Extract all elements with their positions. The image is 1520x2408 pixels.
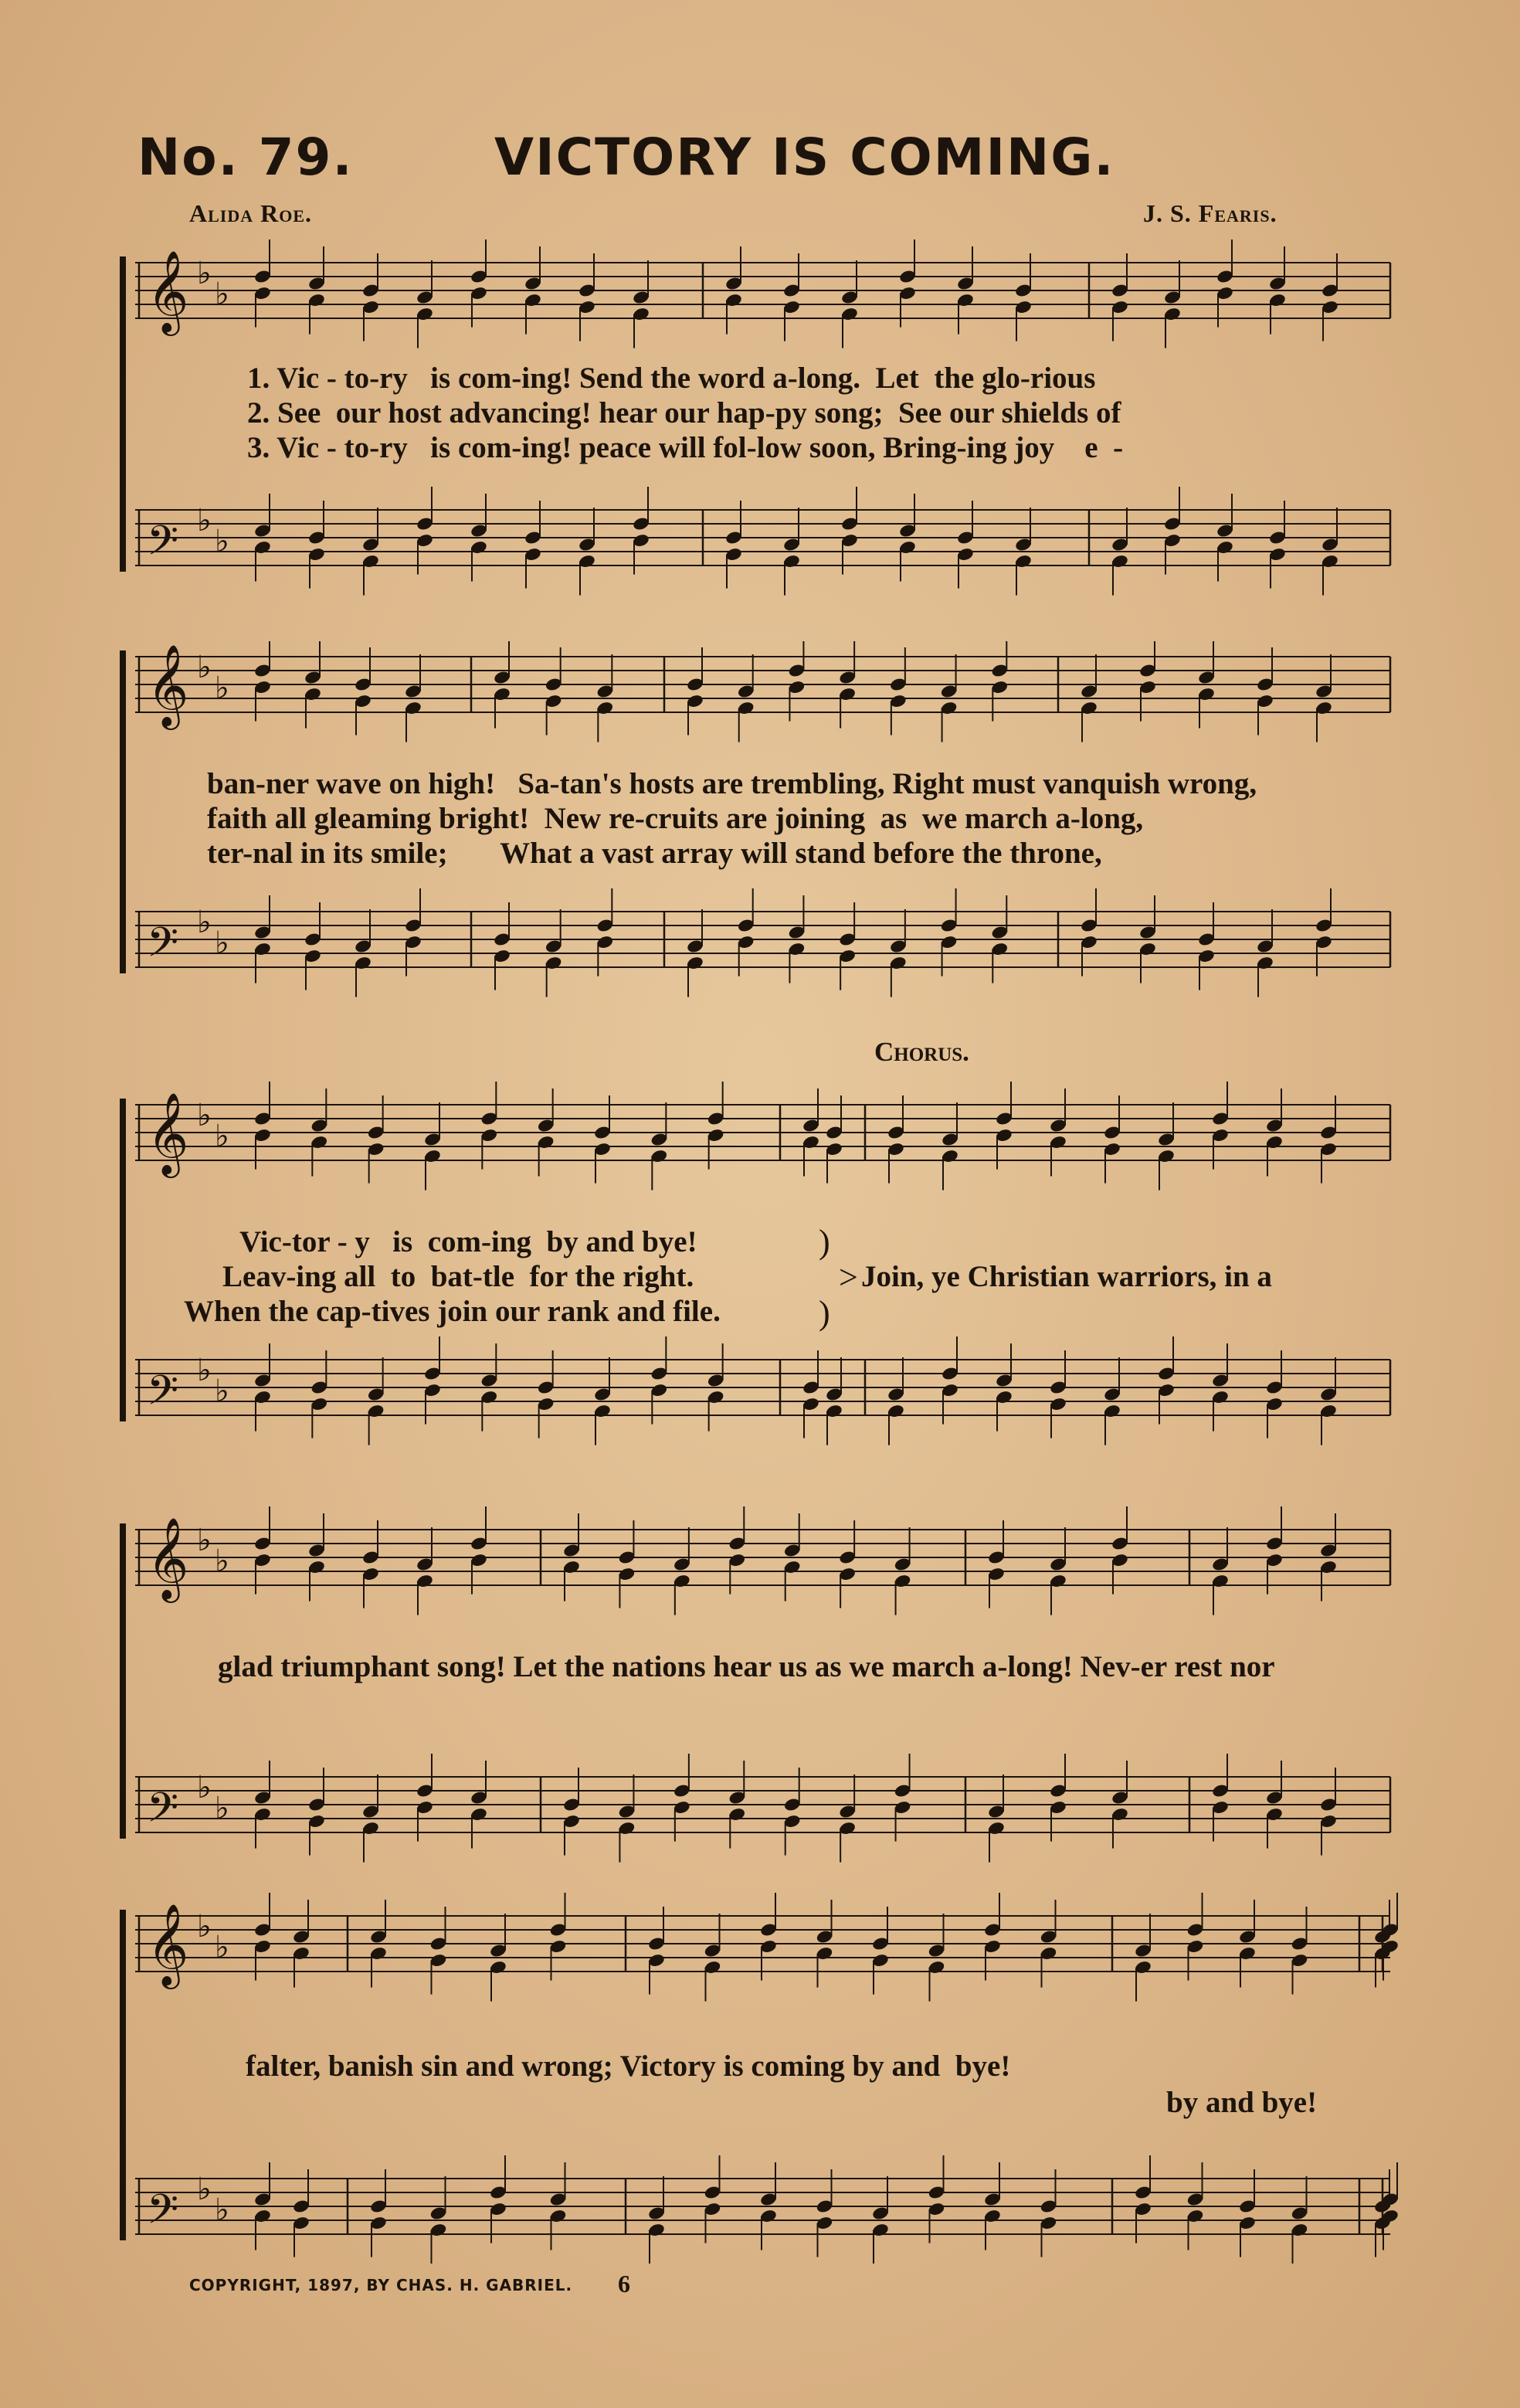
svg-text:♭: ♭ [215, 1791, 229, 1826]
lyric-line-1: falter, banish sin and wrong; Victory is coming by and bye! [246, 2050, 1011, 2083]
music-system-2 [0, 641, 1520, 1012]
lyric-line-3: ter-nal in its smile; What a vast array will stand before the throne, [207, 837, 1102, 870]
svg-text:♭: ♭ [197, 1098, 212, 1133]
page-number: 6 [618, 2270, 630, 2298]
svg-text:♭: ♭ [197, 1770, 212, 1805]
svg-text:𝄞: 𝄞 [147, 644, 189, 726]
music-system-1 [0, 232, 1520, 603]
svg-text:𝄞: 𝄞 [147, 250, 189, 332]
svg-text:♭: ♭ [197, 2172, 212, 2207]
svg-text:♭: ♭ [215, 1544, 229, 1579]
hymn-number: No. 79. [137, 127, 354, 187]
svg-text:♭: ♭ [215, 1930, 229, 1965]
chorus-lyric-line: Join, ye Christian warriors, in a [861, 1260, 1272, 1293]
ending-lyric: by and bye! [1166, 2086, 1318, 2119]
svg-text:♭: ♭ [197, 1523, 212, 1558]
lyric-line-1: 1. Vic - to-ry is com-ing! Send the word a-long. Let the glo-rious [247, 362, 1096, 395]
svg-text:𝄞: 𝄞 [147, 1903, 189, 1985]
svg-text:♭: ♭ [215, 926, 229, 961]
verse-brace-top: ) [819, 1223, 830, 1261]
music-system-3 [0, 1074, 1520, 1460]
verse-brace-middle: > [839, 1258, 858, 1296]
svg-text:𝄢: 𝄢 [147, 919, 179, 976]
svg-text:𝄞: 𝄞 [147, 1092, 189, 1174]
composer-credit: J. S. Fearis. [1143, 199, 1277, 227]
lyric-line-3: 3. Vic - to-ry is com-ing! peace will fol-low soon, Bring-ing joy e - [247, 431, 1124, 464]
svg-text:♭: ♭ [215, 671, 229, 706]
svg-text:♭: ♭ [197, 905, 212, 940]
svg-text:♭: ♭ [197, 1909, 212, 1944]
hymn-title: VICTORY IS COMING. [494, 127, 1115, 187]
svg-text:𝄢: 𝄢 [147, 1785, 179, 1842]
svg-text:𝄞: 𝄞 [147, 1516, 189, 1599]
lyric-line-1: Vic-tor - y is com-ing by and bye! [239, 1225, 697, 1258]
lyric-line-1: glad triumphant song! Let the nations hear us as we march a-long! Nev-er rest nor [218, 1650, 1275, 1683]
copyright-notice: COPYRIGHT, 1897, BY CHAS. H. GABRIEL. [189, 2276, 573, 2294]
svg-text:♭: ♭ [215, 277, 229, 312]
lyric-line-2: 2. See our host advancing! hear our hap-py song; See our shields of [247, 396, 1121, 430]
svg-text:𝄢: 𝄢 [147, 1367, 179, 1425]
svg-text:♭: ♭ [215, 2192, 229, 2228]
lyric-line-2: Leav-ing all to bat-tle for the right. [222, 1260, 694, 1293]
svg-text:♭: ♭ [197, 256, 212, 291]
music-system-4 [0, 1495, 1520, 1881]
chorus-label: Chorus. [874, 1037, 969, 1067]
lyric-line-1: ban-ner wave on high! Sa-tan's hosts are trembling, Right must vanquish wrong, [207, 767, 1257, 800]
staff-notation [0, 1495, 1520, 1881]
svg-text:♭: ♭ [215, 524, 229, 559]
verse-brace-bottom: ) [819, 1294, 830, 1332]
lyric-line-3: When the cap-tives join our rank and file. [184, 1295, 721, 1328]
svg-text:♭: ♭ [215, 1119, 229, 1154]
music-system-5 [0, 1893, 1520, 2264]
svg-text:♭: ♭ [197, 1353, 212, 1388]
svg-text:♭: ♭ [197, 650, 212, 685]
svg-text:𝄢: 𝄢 [147, 2186, 179, 2243]
lyricist-credit: Alida Roe. [189, 199, 313, 227]
svg-text:♭: ♭ [215, 1374, 229, 1409]
svg-text:𝄢: 𝄢 [147, 518, 179, 575]
lyric-line-2: faith all gleaming bright! New re-cruits are joining as we march a-long, [207, 802, 1144, 835]
svg-text:♭: ♭ [197, 503, 212, 538]
